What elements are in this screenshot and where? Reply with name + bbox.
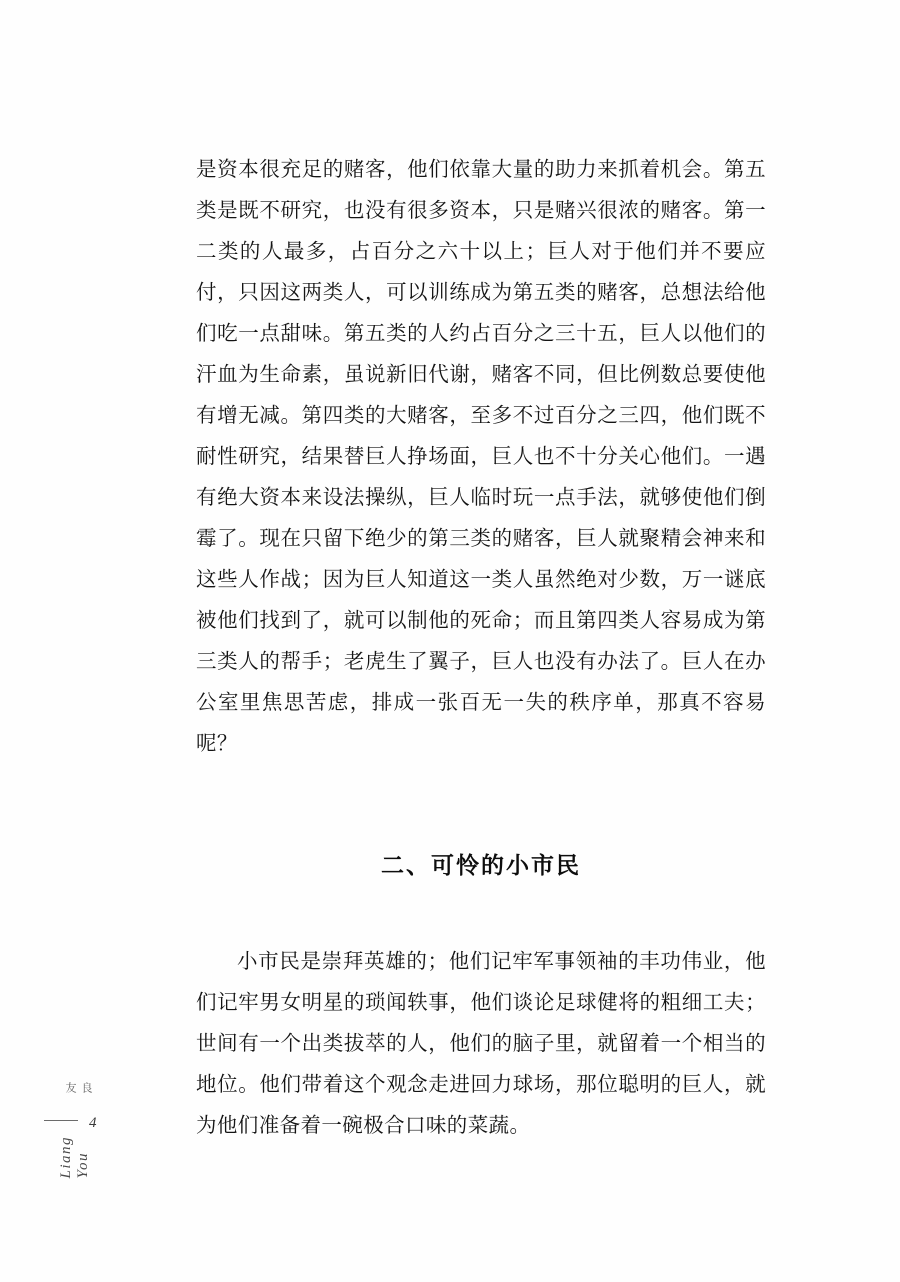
body-paragraph: 是资本很充足的赌客，他们依靠大量的助力来抓着机会。第五类是既不研究，也没有很多资本，只是赌兴很浓的赌客。第一二类的人最多，占百分之六十以上；巨人对于他们并不要应付，只因这两类人，可以训练成为第五类的赌客，总想法给他们吃一点甜味。第五类的人约占百分之三十五，巨人以他们的汗血为生命素，虽说新旧代谢，赌客不同，但比例数总要使他有增无减。第四类的大赌客，至多不过百分之三四，他们既不耐性研究，结果替巨人挣场面，巨人也不十分关心他们。一遇有绝大资本来设法操纵，巨人临时玩一点手法，就够使他们倒霉了。现在只留下绝少的第三类的赌客，巨人就聚精会神来和这些人作战；因为巨人知道这一类人虽然绝对少数，万一谜底被他们找到了，就可以制他的死命；而且第四类人容易成为第三类人的帮手；老虎生了翼子，巨人也没有办法了。巨人在办公室里焦思苦虑，排成一张百无一失的秩序单，那真不容易呢？ xyxy=(196,159,766,755)
margin-running-head xyxy=(22,540,132,1179)
margin-note-chinese: 良友 xyxy=(64,1082,92,1094)
section-paragraph: 小市民是崇拜英雄的；他们记牢军事领袖的丰功伟业，他们记牢男女明星的琐闻轶事，他们谈论足球健将的粗细工夫；世间有一个出类拔萃的人，他们的脑子里，就留着一个相当的地位。他们带着这个观念走进回力球场，那位聪明的巨人，就为他们准备着一碗极合口味的菜蔬。 xyxy=(196,951,766,1137)
page-content xyxy=(196,150,766,1147)
spacer-below-heading xyxy=(196,880,766,942)
margin-divider-rule xyxy=(44,1120,78,1121)
section-heading: 二、可怜的小市民 xyxy=(381,852,581,878)
margin-note-english: Liang You xyxy=(58,1136,91,1179)
page-number: 4 xyxy=(89,1115,97,1131)
spacer-above-heading xyxy=(196,765,766,847)
